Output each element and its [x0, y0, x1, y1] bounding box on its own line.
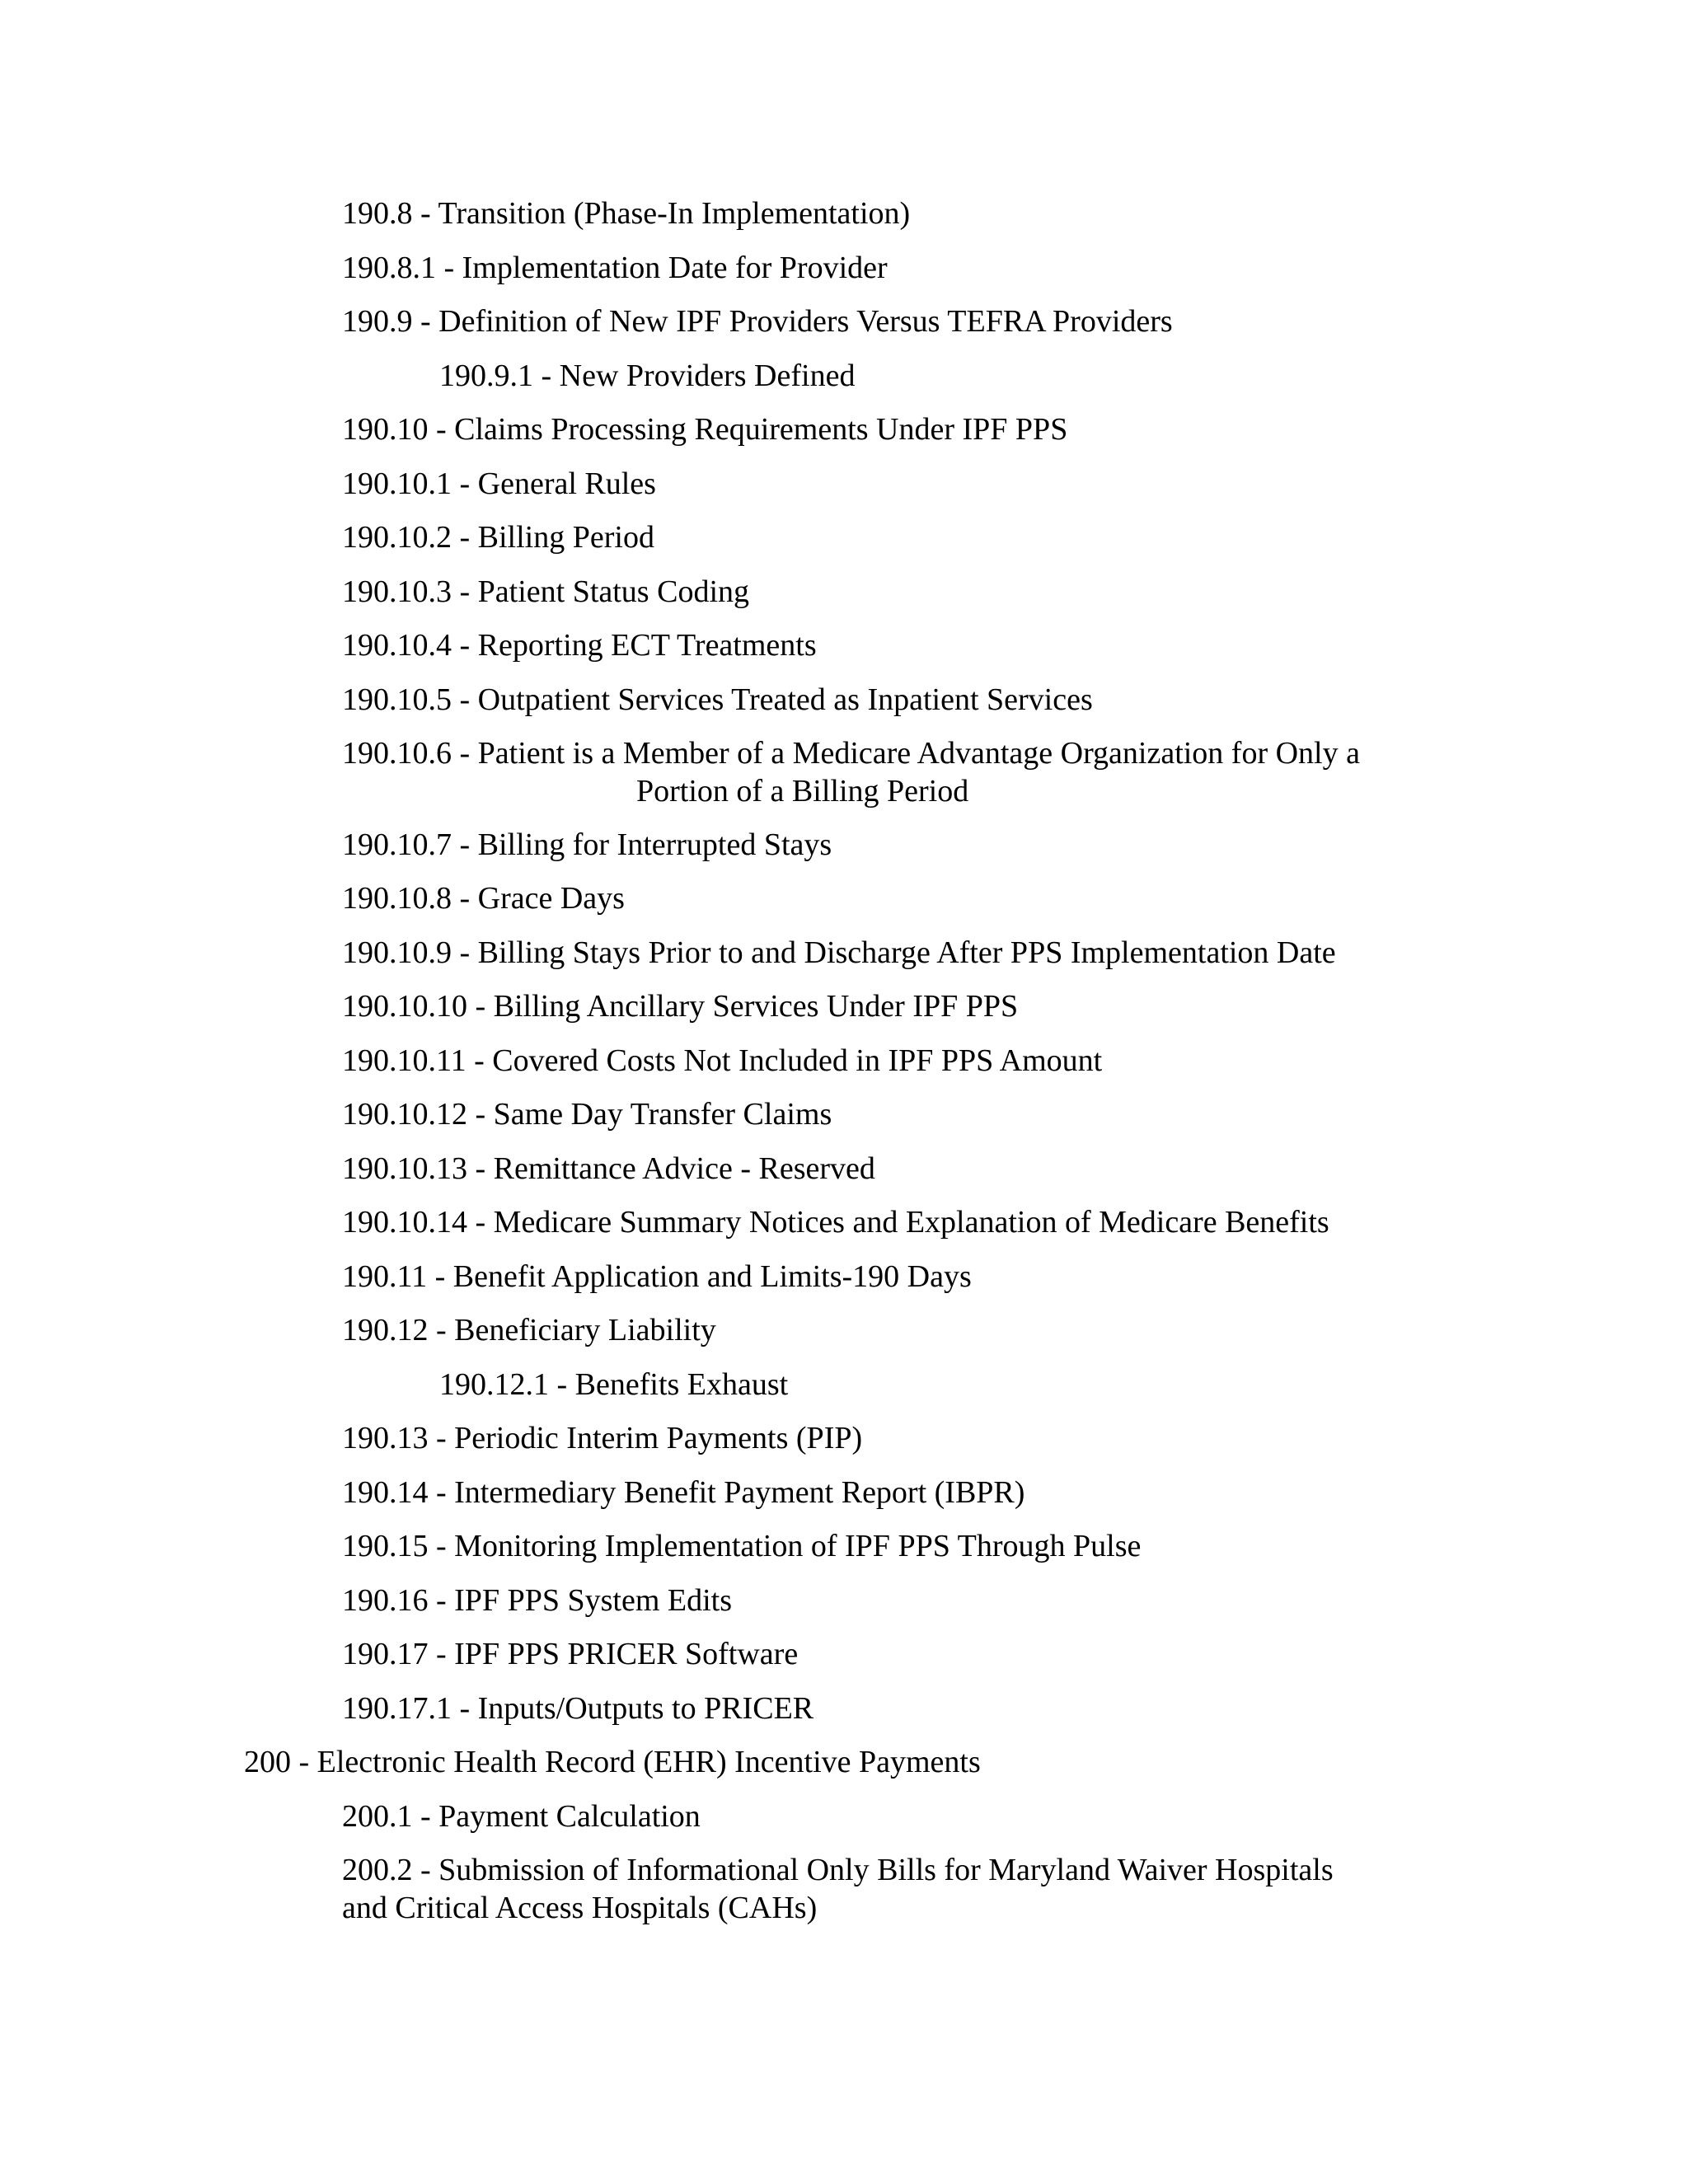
toc-entry-text: 190.10 - Claims Processing Requirements Under IPF PPS — [342, 412, 1068, 447]
toc-entry — [342, 465, 656, 503]
toc-entry — [342, 194, 910, 232]
toc-entry-text: 190.10.14 - Medicare Summary Notices and Explanation of Medicare Benefits — [342, 1205, 1329, 1240]
toc-entry-text: 190.10.8 - Grace Days — [342, 881, 625, 916]
toc-entry — [342, 410, 1067, 448]
toc-entry — [342, 302, 1173, 340]
toc-entry-continuation: Portion of a Billing Period — [636, 774, 969, 808]
toc-entry — [244, 1743, 981, 1781]
toc-entry-text: 190.12.1 - Benefits Exhaust — [439, 1367, 789, 1402]
toc-entry-text: 190.10.6 - Patient is a Member of a Medicare Advantage Organization for Only a — [342, 736, 1360, 771]
toc-entry — [342, 518, 654, 556]
toc-entry-text: 190.11 - Benefit Application and Limits-190 Days — [342, 1259, 972, 1294]
toc-entry-text: 190.15 - Monitoring Implementation of IPF PPS Through Pulse — [342, 1529, 1142, 1563]
toc-entry-text: 190.8 - Transition (Phase-In Implementation) — [342, 196, 911, 231]
toc-entry — [342, 1797, 701, 1835]
toc-entry — [342, 1095, 832, 1133]
toc-entry-text: 190.10.3 - Patient Status Coding — [342, 574, 749, 609]
toc-entry — [342, 734, 1360, 810]
toc-entry-text: 190.10.12 - Same Day Transfer Claims — [342, 1097, 832, 1132]
toc-entry — [342, 826, 832, 864]
toc-entry — [342, 1635, 798, 1673]
toc-entry — [342, 987, 1018, 1025]
toc-entry — [342, 249, 888, 287]
toc-entry — [342, 934, 1336, 972]
toc-entry-text: 190.8.1 - Implementation Date for Provider — [342, 251, 888, 285]
toc-entry — [342, 681, 1093, 719]
toc-entry — [342, 879, 625, 917]
toc-entry-text: 190.10.2 - Billing Period — [342, 520, 654, 555]
toc-entry-text: 190.10.11 - Covered Costs Not Included in IPF PPS Amount — [342, 1043, 1103, 1078]
toc-entry-text: 190.10.5 - Outpatient Services Treated as Inpatient Services — [342, 682, 1093, 717]
toc-entry — [342, 1150, 875, 1188]
toc-entry-text: 190.12 - Beneficiary Liability — [342, 1313, 716, 1347]
toc-entry — [439, 357, 855, 395]
toc-entry — [342, 1582, 732, 1619]
toc-entry-text: 190.17 - IPF PPS PRICER Software — [342, 1637, 799, 1671]
toc-entry — [342, 626, 817, 664]
toc-entry-text: 190.10.10 - Billing Ancillary Services Under IPF PPS — [342, 989, 1019, 1024]
toc-entry-text: 190.10.1 - General Rules — [342, 466, 656, 501]
toc-entry — [342, 1311, 716, 1349]
toc-entry-text: 190.16 - IPF PPS System Edits — [342, 1583, 732, 1618]
toc-entry-text: 190.10.4 - Reporting ECT Treatments — [342, 628, 817, 663]
toc-entry — [342, 1258, 972, 1296]
toc-entry-text: 190.9 - Definition of New IPF Providers Versus TEFRA Providers — [342, 304, 1173, 339]
toc-entry-text: 190.10.9 - Billing Stays Prior to and Discharge After PPS Implementation Date — [342, 935, 1336, 970]
toc-entry — [342, 1203, 1329, 1241]
toc-entry-text: 190.17.1 - Inputs/Outputs to PRICER — [342, 1691, 814, 1726]
toc-entry-text: 200.2 - Submission of Informational Only Bills for Maryland Waiver Hospitals — [342, 1853, 1334, 1887]
toc-entry — [342, 573, 749, 611]
toc-entry — [342, 1690, 814, 1727]
toc-entry-text: 190.10.13 - Remittance Advice - Reserved — [342, 1151, 875, 1186]
toc-entry — [342, 1851, 1334, 1927]
toc-entry — [342, 1474, 1025, 1511]
toc-entry — [342, 1419, 862, 1457]
toc-entry — [342, 1042, 1102, 1080]
toc-entry-text: 200 - Electronic Health Record (EHR) Incentive Payments — [244, 1745, 981, 1779]
toc-entry-continuation: and Critical Access Hospitals (CAHs) — [342, 1891, 818, 1925]
toc-entry — [439, 1366, 788, 1404]
toc-entry-text: 190.13 - Periodic Interim Payments (PIP) — [342, 1421, 863, 1455]
toc-entry-text: 190.10.7 - Billing for Interrupted Stays — [342, 827, 832, 862]
toc-entry-text: 200.1 - Payment Calculation — [342, 1799, 701, 1834]
toc-entry-text: 190.9.1 - New Providers Defined — [439, 359, 856, 393]
toc-entry-text: 190.14 - Intermediary Benefit Payment Report (IBPR) — [342, 1475, 1025, 1510]
toc-entry — [342, 1527, 1141, 1565]
